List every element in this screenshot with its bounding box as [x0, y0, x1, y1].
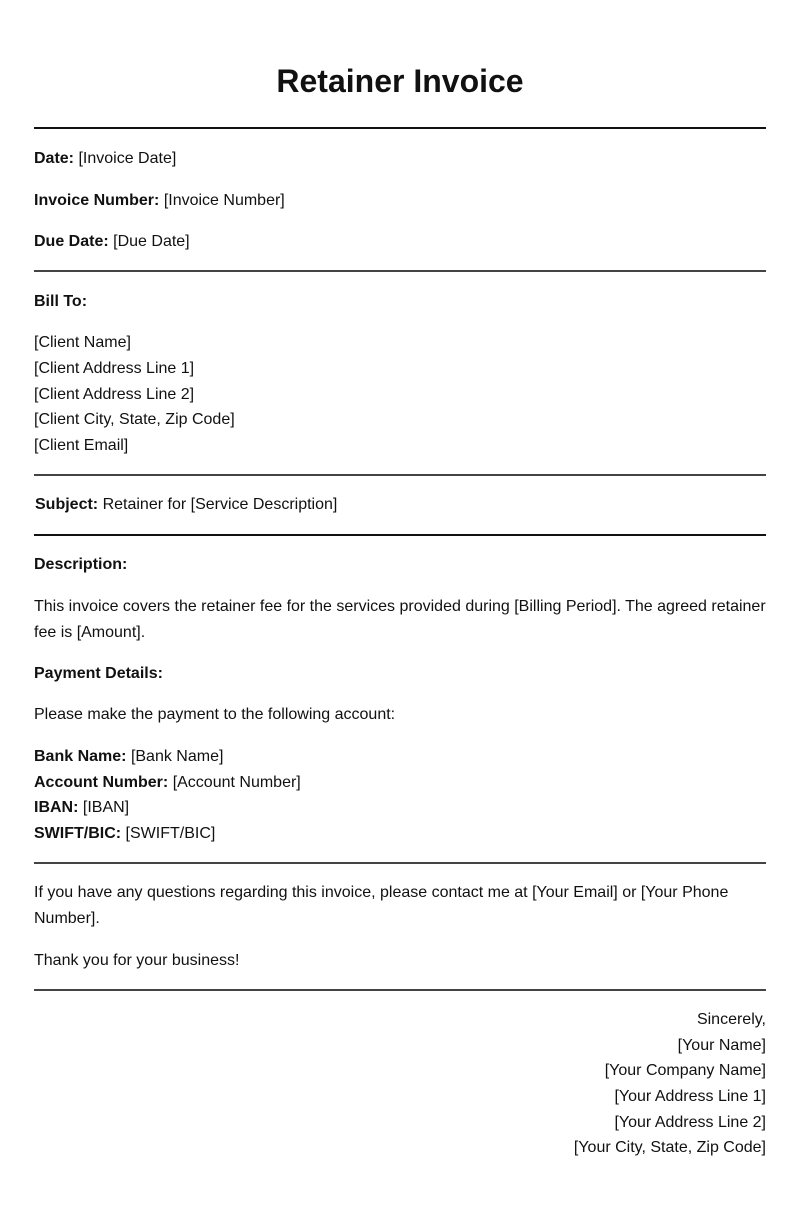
- swift-label: SWIFT/BIC:: [34, 825, 122, 842]
- due-date-value: [Due Date]: [113, 233, 190, 250]
- subject-line: [35, 494, 337, 516]
- signature-company: [Your Company Name]: [604, 1062, 766, 1079]
- divider: [34, 862, 766, 864]
- signature-address-line-1: [Your Address Line 1]: [614, 1088, 766, 1105]
- swift-value: [SWIFT/BIC]: [125, 825, 216, 842]
- payment-details-label: Payment Details:: [34, 665, 163, 682]
- bank-name-value: [Bank Name]: [130, 748, 224, 765]
- client-city-state-zip: [Client City, State, Zip Code]: [34, 411, 235, 428]
- client-name: [Client Name]: [34, 334, 131, 351]
- divider: [34, 127, 766, 129]
- description-label: Description:: [34, 556, 128, 573]
- payment-intro: Please make the payment to the following account:: [34, 706, 396, 723]
- document-title: Retainer Invoice: [276, 63, 524, 99]
- iban-value: [IBAN]: [82, 799, 130, 816]
- due-date-label: Due Date:: [34, 233, 109, 250]
- bank-name-label: Bank Name:: [34, 748, 127, 765]
- swift-line: [34, 823, 215, 845]
- client-email: [Client Email]: [34, 437, 129, 454]
- divider: [34, 474, 766, 476]
- description-heading: [34, 554, 127, 576]
- description-text: This invoice covers the retainer fee for the services provided during [Billing Period]. The agreed retainer fee is [Amount].: [34, 598, 766, 641]
- date-label: Date:: [34, 150, 75, 167]
- client-address-line-1: [Client Address Line 1]: [34, 360, 195, 377]
- due-date-line: [34, 231, 190, 253]
- invoice-number-label: Invoice Number:: [34, 192, 160, 209]
- date-value: [Invoice Date]: [78, 150, 177, 167]
- iban-line: [34, 797, 129, 819]
- iban-label: IBAN:: [34, 799, 79, 816]
- bank-name-line: [34, 746, 223, 768]
- account-number-value: [Account Number]: [172, 774, 301, 791]
- divider: [34, 270, 766, 272]
- invoice-number-line: [34, 190, 285, 212]
- thanks-text: Thank you for your business!: [34, 952, 240, 969]
- divider: [34, 534, 766, 536]
- subject-value: Retainer for [Service Description]: [102, 496, 338, 513]
- signature-name: [Your Name]: [677, 1037, 766, 1054]
- payment-details-heading: [34, 663, 163, 685]
- client-address-line-2: [Client Address Line 2]: [34, 386, 195, 403]
- signature-city-state-zip: [Your City, State, Zip Code]: [573, 1139, 766, 1156]
- signature-address-line-2: [Your Address Line 2]: [614, 1114, 766, 1131]
- questions-text: If you have any questions regarding this invoice, please contact me at [Your Email] or [Your Phone Number].: [34, 884, 729, 927]
- signature-closing: Sincerely,: [696, 1011, 766, 1028]
- bill-to-label: Bill To:: [34, 293, 88, 310]
- subject-label: Subject:: [35, 496, 99, 513]
- bill-to-heading: [34, 291, 87, 313]
- account-number-label: Account Number:: [34, 774, 169, 791]
- account-number-line: [34, 772, 301, 794]
- invoice-number-value: [Invoice Number]: [163, 192, 285, 209]
- divider: [34, 989, 766, 991]
- date-line: [34, 148, 176, 170]
